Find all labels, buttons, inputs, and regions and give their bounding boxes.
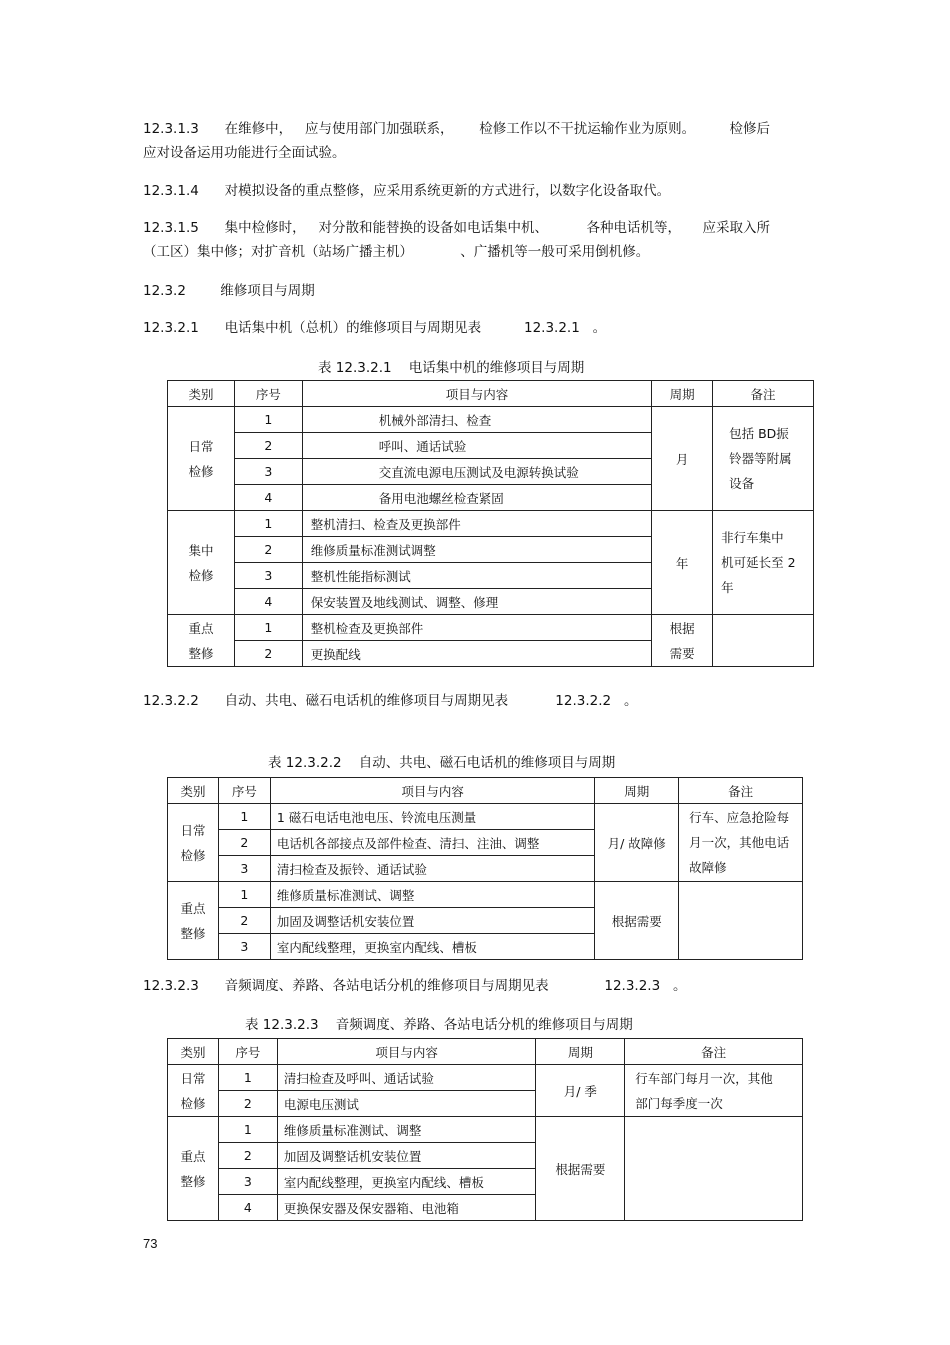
seq-cell: 3 [218,934,270,960]
item-cell: 电话机各部接点及部件检查、清扫、注油、调整 [270,830,594,856]
note-cell [713,615,814,667]
paragraph-12-3-1-4: 12.3.1.4 对模拟设备的重点整修，应采用系统更新的方式进行，以数字化设备取代。 [143,183,671,199]
seq-cell: 2 [234,641,302,667]
note-cell [625,1117,803,1221]
category-cell: 日常 检修 [168,804,219,882]
period-cell: 月 [652,407,713,511]
note-cell: 包括 BD振 铃器等附属 设备 [713,407,814,511]
seq-cell: 4 [234,485,302,511]
section-heading-12-3-2: 12.3.2 维修项目与周期 [143,283,315,299]
seq-cell: 3 [218,856,270,882]
table2-header-cell: 周期 [595,778,679,804]
table1-caption: 表 12.3.2.1 电话集中机的维修项目与周期 [318,360,585,376]
page-number: 73 [143,1236,158,1251]
item-cell: 清扫检查及呼叫、通话试验 [277,1065,536,1091]
table2-header-cell: 序号 [218,778,270,804]
category-cell: 日常 检修 [168,1065,219,1117]
category-cell: 日常 检修 [168,407,235,511]
item-cell: 整机性能指标测试 [302,563,651,589]
table2 [167,777,803,960]
table-row [168,615,814,641]
seq-cell: 3 [234,459,302,485]
item-cell: 清扫检查及振铃、通话试验 [270,856,594,882]
table1-header-row [168,381,814,407]
period-cell: 年 [652,511,713,615]
table1 [167,380,814,667]
item-cell: 加固及调整话机安装位置 [270,908,594,934]
table3-caption: 表 12.3.2.3 音频调度、养路、各站电话分机的维修项目与周期 [245,1017,633,1033]
seq-cell: 4 [234,589,302,615]
seq-cell: 1 [218,1065,277,1091]
item-cell: 维修质量标准测试、调整 [270,882,594,908]
seq-cell: 3 [234,563,302,589]
item-cell: 电源电压测试 [277,1091,536,1117]
table-row [168,1065,803,1091]
table3-header-cell: 周期 [536,1039,625,1065]
item-cell: 加固及调整话机安装位置 [277,1143,536,1169]
item-cell: 更换配线 [302,641,651,667]
seq-cell: 2 [218,1143,277,1169]
table1-header-cell: 序号 [234,381,302,407]
table1-header-cell: 备注 [713,381,814,407]
seq-cell: 3 [218,1169,277,1195]
note-cell: 行车、应急抢险每 月一次，其他电话 故障修 [679,804,803,882]
seq-cell: 1 [234,407,302,433]
table3-header-row [168,1039,803,1065]
table2-header-cell: 类别 [168,778,219,804]
paragraph-12-3-1-5: 12.3.1.5 集中检修时， 对分散和能替换的设备如电话集中机、 各种电话机等， 应采取入所 [143,220,771,236]
table-row [168,804,803,830]
paragraph-12-3-2-1: 12.3.2.1 电话集中机（总机）的维修项目与周期见表 12.3.2.1 。 [143,320,607,336]
seq-cell: 1 [218,804,270,830]
seq-cell: 2 [218,1091,277,1117]
item-cell: 室内配线整理，更换室内配线、槽板 [277,1169,536,1195]
item-cell: 整机清扫、检查及更换部件 [302,511,651,537]
seq-cell: 1 [234,615,302,641]
item-cell: 备用电池螺丝检查紧固 [302,485,651,511]
category-cell: 集中 检修 [168,511,235,615]
item-cell: 机械外部清扫、检查 [302,407,651,433]
table2-header-cell: 项目与内容 [270,778,594,804]
table-row [168,407,814,433]
item-cell: 呼叫、通话试验 [302,433,651,459]
seq-cell: 2 [218,830,270,856]
paragraph-12-3-2-2: 12.3.2.2 自动、共电、磁石电话机的维修项目与周期见表 12.3.2.2 。 [143,693,638,709]
item-cell: 维修质量标准测试调整 [302,537,651,563]
period-cell: 根据需要 [536,1117,625,1221]
category-cell: 重点 整修 [168,882,219,960]
table2-header-row [168,778,803,804]
note-cell: 行车部门每月一次，其他 部门每季度一次 [625,1065,803,1117]
note-cell: 非行车集中 机可延长至 2 年 [713,511,814,615]
item-cell: 保安装置及地线测试、调整、修理 [302,589,651,615]
seq-cell: 2 [218,908,270,934]
note-cell [679,882,803,960]
table3-header-cell: 项目与内容 [277,1039,536,1065]
item-cell: 交直流电源电压测试及电源转换试验 [302,459,651,485]
category-cell: 重点 整修 [168,1117,219,1221]
item-cell: 更换保安器及保安器箱、电池箱 [277,1195,536,1221]
table-row [168,511,814,537]
paragraph-12-3-1-3-cont: 应对设备运用功能进行全面试验。 [143,145,346,161]
table1-header-cell: 周期 [652,381,713,407]
item-cell: 1 磁石电话电池电压、铃流电压测量 [270,804,594,830]
seq-cell: 2 [234,433,302,459]
table-row [168,1117,803,1143]
seq-cell: 1 [218,1117,277,1143]
paragraph-12-3-1-3: 12.3.1.3 在维修中， 应与使用部门加强联系， 检修工作以不干扰运输作业为原则。 检修后 [143,121,771,137]
table1-header-cell: 项目与内容 [302,381,651,407]
table3-header-cell: 序号 [218,1039,277,1065]
table-row [168,882,803,908]
item-cell: 室内配线整理，更换室内配线、槽板 [270,934,594,960]
seq-cell: 1 [218,882,270,908]
item-cell: 整机检查及更换部件 [302,615,651,641]
table2-header-cell: 备注 [679,778,803,804]
seq-cell: 1 [234,511,302,537]
paragraph-12-3-1-5-cont: （工区）集中修；对扩音机（站场广播主机） 、广播机等一般可采用倒机修。 [143,244,650,260]
table1-header-cell: 类别 [168,381,235,407]
period-cell: 根据需要 [595,882,679,960]
seq-cell: 2 [234,537,302,563]
table2-caption: 表 12.3.2.2 自动、共电、磁石电话机的维修项目与周期 [268,755,616,771]
item-cell: 维修质量标准测试、调整 [277,1117,536,1143]
seq-cell: 4 [218,1195,277,1221]
table3-header-cell: 类别 [168,1039,219,1065]
category-cell: 重点 整修 [168,615,235,667]
paragraph-12-3-2-3: 12.3.2.3 音频调度、养路、各站电话分机的维修项目与周期见表 12.3.2.3 。 [143,978,687,994]
period-cell: 根据 需要 [652,615,713,667]
table3-header-cell: 备注 [625,1039,803,1065]
table3 [167,1038,803,1221]
period-cell: 月/ 故障修 [595,804,679,882]
period-cell: 月/ 季 [536,1065,625,1117]
